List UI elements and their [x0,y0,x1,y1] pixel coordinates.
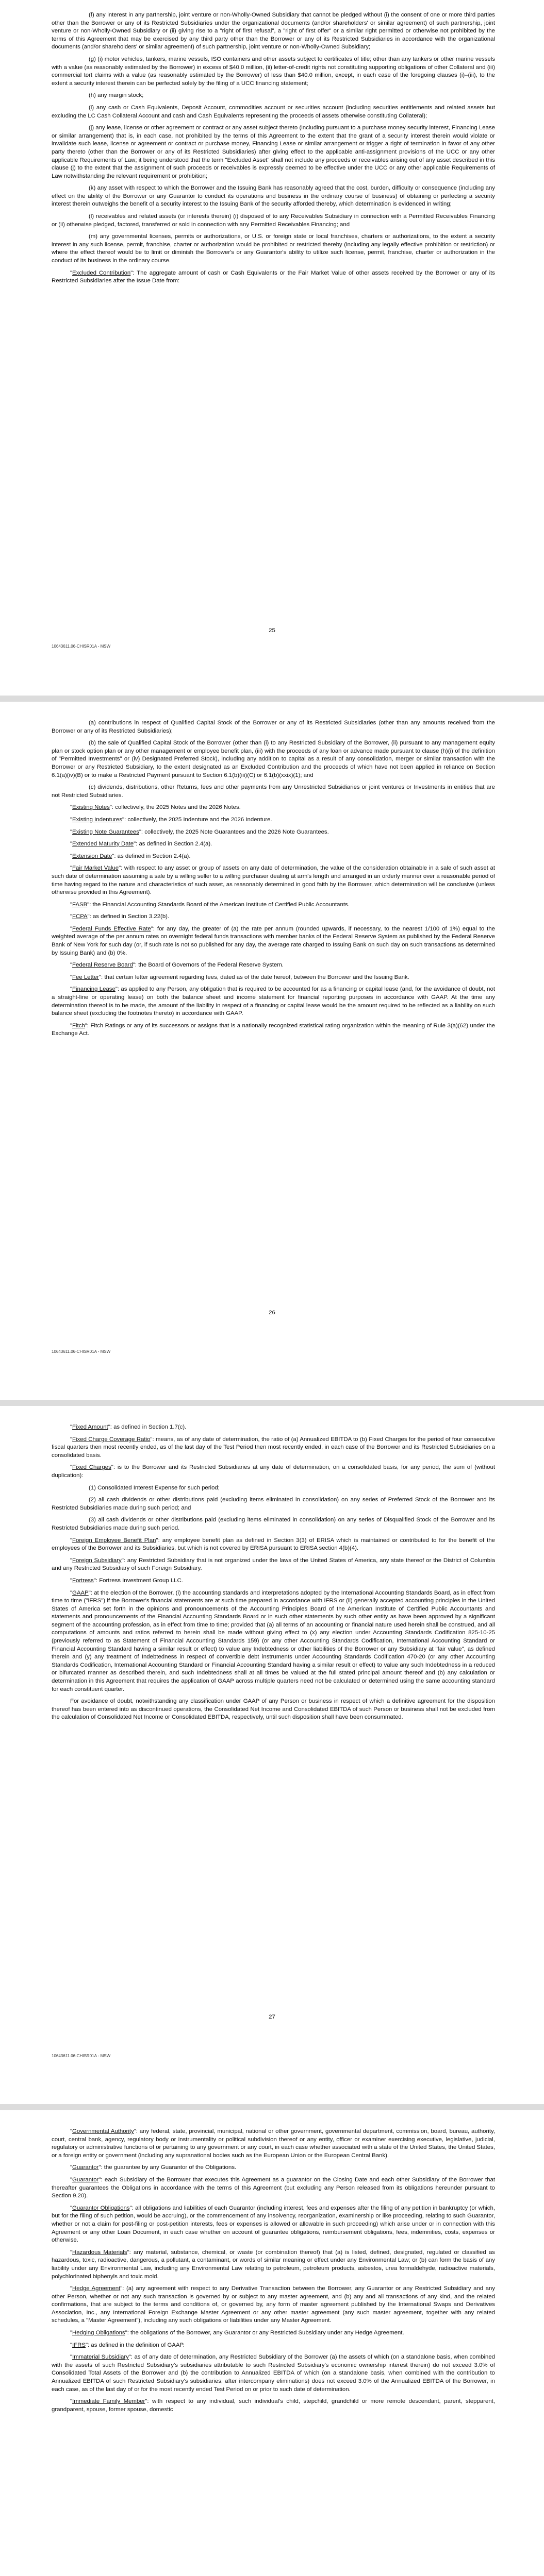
definition-immaterial-subsidiary: "Immaterial Subsidiary": as of any date of determination, any Restricted Subsidiary of the Borrower (a) the assets of which (on a standalone basis, when combined with the assets of such Restricted Subsidiary's subsidiaries attributable to such Restricted Subsidiary's economic ownership interest therein) do not exceed 3.0% of Consolidated Total Assets of the Borrower and (b) the contribution to Annualized EBITDA of which (on a standalone basis, when combined with the contribution to Annualized EBITDA of such Restricted Subsidiary's subsidiaries, after intercompany eliminations) does not exceed 3.0% of the Annualized EBITDA of the Borrower, in each case, as of the last day of or for the most recently ended Test Period on or prior to such date of determination. [52,2354,495,2393]
page-separator [0,2104,544,2110]
clause-l: (l) receivables and related assets (or interests therein) (i) disposed of to any Receivables Subsidiary in connection with a Permitted Receivables Financing or (ii) otherwise pledged, factored, transferred or sold in connection with any Permitted Receivables Financing; and [52,213,495,228]
page-number: 26 [269,1310,275,1316]
definition-fixed-charges: "Fixed Charges": is to the Borrower and its Restricted Subsidiaries at any date of determination, on a consolidated basis, for any period, the sum of (without duplication): [52,1464,496,1479]
definition-fitch: "Fitch": Fitch Ratings or any of its successors or assigns that is a nationally recognized statistical rating organization within the meaning of Rule 3(a)(62) under the Exchange Act. [52,1022,495,1037]
definition-foreign-employee-benefit-plan: "Foreign Employee Benefit Plan": any employee benefit plan as defined in Section 3(3) of ERISA which is maintained or contributed to for the benefit of the employees of the Borrower and its Subsidiaries, but which is not covered by ERISA pursuant to ERISA section 4(b)(4). [52,1537,495,1552]
definition-foreign-subsidiary: "Foreign Subsidiary": any Restricted Subsidiary that is not organized under the laws of the United States of America, any state thereof or the District of Columbia and any Restricted Subsidiary of such Foreign Subsidiary. [52,1557,496,1572]
definition-hedging-obligations: "Hedging Obligations": the obligations of the Borrower, any Guarantor or any Restricted Subsidiary under any Hedge Agreement. [70,2330,404,2336]
page-27-body [52,1423,495,1726]
definition-existing-indentures: "Existing Indentures": collectively, the 2025 Indenture and the 2026 Indenture. [70,816,272,823]
fixed-charges-item-2: (2) all cash dividends or other distributions paid (excluding items eliminated in consolidation) on any series of Preferred Stock of the Borrower and its Restricted Subsidiaries made during such period; and [52,1497,495,1511]
definition-gaap: "GAAP": at the election of the Borrower, (i) the accounting standards and interpretations adopted by the International Accounting Standards Board, as in effect from time to time ("IFRS") if the Borrower's financial statements are at such time prepared in accordance with IFRS or (ii) generally accepted accounting principles in the United States of America set forth in the opinions and pronouncements of the Accounting Principles Board of the American Institute of Certified Public Accountants and statements and pronouncements of the Financial Accounting Standards Board or in such other statements by such other entity as have been approved by a significant segment of the accounting profession, as in effect from time to time; provided that (a) all terms of an accounting or financial nature used herein shall be construed, and all computations of amounts and ratios referred to herein shall be made without giving effect to (x) any election under Accounting Standards Codification 825-10-25 (previously referred to as Statement of Financial Accounting Standards 159) (or any other Accounting Standards Codification, International Accounting Standard or Financial Accounting Standard having a similar result or effect) to value any Indebtedness or other liabilities of the Borrower or any Subsidiary at "fair value", as defined therein and (y) any treatment of Indebtedness in respect of convertible debt instruments under Accounting Standards Codification 470-20 (or any other Accounting Standards Codification, International Accounting Standard or Financial Accounting Standard having a similar result or effect) to value any such Indebtedness in a reduced or bifurcated manner as described therein, and such Indebtedness shall at all times be valued at the full stated principal amount thereof and (b) any calculation or determination in this Agreement that requires the application of GAAP across multiple quarters need not be calculated or determined using the same accounting standard for each constituent quarter. [52,1589,495,1692]
definition-hedge-agreement: "Hedge Agreement": (a) any agreement with respect to any Derivative Transaction between the Borrower, any Guarantor or any Restricted Subsidiary and any other Person, whether or not any such transaction is governed by or subject to any master agreement, and (b) any and all transactions of any kind, and the related confirmations, that are subject to the terms and conditions of, or governed by, any form of master agreement published by the International Swaps and Derivatives Association, Inc., any International Foreign Exchange Master Agreement or any other master agreement (any such master agreement, together with any related schedules, a "Master Agreement"), including any such obligations or liabilities under any Master Agreement. [52,2285,495,2324]
definition-guarantor-obligations: "Guarantor Obligations": all obligations and liabilities of each Guarantor (including interest, fees and expenses after the filing of any petition in bankruptcy (or which, but for the filing of such petition, would be accruing), or the commencement of any insolvency, reorganization, examinership or like proceeding, relating to such Guarantor, whether or not a claim for post-filing or post-petition interests, fees or expenses is allowed or allowable in such proceeding) which arise under or in connection with this Agreement or any other Loan Document, in each case whether on account of guarantee obligations, reimbursement obligations, fees, indemnities, costs, expenses or otherwise. [52,2205,496,2244]
definition-excluded-contribution: "Excluded Contribution": The aggregate amount of cash or Cash Equivalents or the Fair Market Value of other assets received by the Borrower or any of its Restricted Subsidiaries after the Issue Date from: [52,269,495,284]
clause-a: (a) contributions in respect of Qualified Capital Stock of the Borrower or any of its Restricted Subsidiaries (other than any amounts received from the Borrower or any of its Restricted Subsidiaries); [52,720,495,734]
definition-federal-funds-effective-rate: "Federal Funds Effective Rate": for any day, the greater of (a) the rate per annum (rounded upwards, if necessary, to the nearest 1/100 of 1%) equal to the weighted average of the per annum rates on overnight federal funds transactions with member banks of the Federal Reserve System as published by the Federal Reserve Bank of New York for such day (or, if such rate is not so published for any day, the average rate charged to Issuing Bank on such day on such transactions as determined by Issuing Bank) and (b) 0%. [52,925,496,956]
definition-term: Excluded Contribution [72,269,131,276]
doc-id-footer: 10643611.06-CHISR01A - MSW [52,644,111,649]
doc-id-footer: 10643611.06-CHISR01A - MSW [52,2054,111,2058]
clause-m: (m) any governmental licenses, permits or authorizations, or U.S. or foreign state or local franchises, charters or authorizations, to the extent a security interest in any such license, permit, franchise, charter or authorization would be prohibited or restricted thereby (including any legally effective prohibition or restriction) or where the effect thereof would be to limit or diminish the Borrower's or any Guarantor's ability to utilize such license, permit, franchise, charter or authorization in the conduct of its business in the ordinary course. [52,233,495,264]
page-26-body [52,719,495,1042]
page-number: 25 [269,628,275,634]
definition-guarantor: "Guarantor": each Subsidiary of the Borrower that executes this Agreement as a guarantor on the Closing Date and each other Subsidiary of the Borrower that thereafter guarantees the Obligations in accordance with the terms of this Agreement (but excluding any Person released from its obligations hereunder pursuant to Section 9.20). [52,2176,495,2199]
definition-federal-reserve-board: "Federal Reserve Board": the Board of Governors of the Federal Reserve System. [70,962,284,969]
definition-immediate-family-member: "Immediate Family Member": with respect to any individual, such individual's child, stepchild, grandchild or more remote descendant, parent, stepparent, grandparent, spouse, former spouse, domestic [52,2398,495,2413]
page-number: 27 [269,2014,275,2020]
page-28 [0,2110,544,2576]
page-25 [0,0,544,696]
definition-text: : The aggregate amount of cash or Cash Equivalents or the Fair Market Value of other assets received by the Borrower or any of its Restricted Subsidiaries after the Issue Date from: [52,269,495,284]
definition-fee-letter: "Fee Letter": that certain letter agreement regarding fees, dated as of the date hereof, between the Borrower and the Issuing Bank. [70,974,409,980]
fixed-charges-item-3: (3) all cash dividends or other distributions paid (excluding items eliminated in consolidation) on any series of Disqualified Stock of the Borrower and its Restricted Subsidiaries made during such period. [52,1517,495,1531]
page-25-body [52,11,495,290]
definition-existing-note-guarantees: "Existing Note Guarantees": collectively, the 2025 Note Guarantees and the 2026 Note Guarantees. [70,828,329,835]
definition-ifrs: "IFRS": as defined in the definition of GAAP. [70,2342,185,2348]
page-28-body [52,2128,495,2418]
definition-fasb: "FASB": the Financial Accounting Standards Board of the American Institute of Certified Public Accountants. [70,901,350,908]
page-separator [0,1400,544,1406]
clause-i: (i) any cash or Cash Equivalents, Deposit Account, commodities account or securities account (including securities entitlements and related assets but excluding the LC Cash Collateral Account and cash and Cash Equivalents representing the proceeds of assets otherwise constituting Collateral); [52,104,495,119]
definition-extension-date: "Extension Date": as defined in Section 2.4(a). [70,853,191,859]
definition-fortress: "Fortress": Fortress Investment Group LLC. [70,1577,183,1584]
page-26 [0,702,544,1400]
clause-b: (b) the sale of Qualified Capital Stock of the Borrower (other than (i) to any Restricted Subsidiary of the Borrower, (ii) pursuant to any management equity plan or stock option plan or any other management or employee benefit plan, (iii) with the proceeds of any loan or advance made pursuant to clause (h)(i) of the definition of "Permitted Investments" or (iv) Designated Preferred Stock), including any addition to capital as a result of any consolidation, merger or similar transaction with the Borrower or any Restricted Subsidiary, to the extent designated as an Excluded Contribution and the proceeds of which have not been applied in reliance on Section 6.1(a)(iv)(B) or to make a Restricted Payment pursuant to Section 6.1(b)(iii)(C) or 6.1(b)(xxix)(1); and [52,740,495,778]
definition-existing-notes: "Existing Notes": collectively, the 2025 Notes and the 2026 Notes. [70,804,241,811]
clause-f: (f) any interest in any partnership, joint venture or non-Wholly-Owned Subsidiary that cannot be pledged without (i) the consent of one or more third parties other than the Borrower or any of its Restricted Subsidiaries under the organizational documents (and/or shareholders' or similar agreement) of such partnership, joint venture or non-Wholly-Owned Subsidiary or (ii) giving rise to a "right of first refusal", a "right of first offer" or a similar right permitted or otherwise not prohibited by the terms of this Agreement that may be exercised by any third party other than the Borrower or any of its Restricted Subsidiaries in accordance with the organizational documents (and/or shareholders' or similar agreement) of such partnership, joint venture or non-Wholly-Owned Subsidiary; [52,12,495,50]
definition-fixed-charge-coverage-ratio: "Fixed Charge Coverage Ratio": means, as of any date of determination, the ratio of (a) Annualized EBITDA to (b) Fixed Charges for the period of four consecutive fiscal quarters then most recently ended, as of the last day of the Test Period then most recently ended, in each case of the Borrower and its Restricted Subsidiaries on a consolidated basis. [52,1436,495,1459]
clause-h: (h) any margin stock; [89,92,144,99]
clause-j: (j) any lease, license or other agreement or contract or any asset subject thereto (including pursuant to a purchase money security interest, Financing Lease or similar arrangement) that is, in each case, not prohibited by the terms of this Agreement to the extent that the grant of a security interest therein would violate or invalidate such lease, license or agreement or contract or purchase money, Financing Lease or similar arrangement or trigger a right of termination in favor of any other party thereto (other than the Borrower or any of its Restricted Subsidiaries) after giving effect to the applicable anti-assignment provisions of the UCC or any other applicable Requirements of Law; it being understood that the term "Excluded Asset" shall not include any proceeds or receivables arising out of any asset described in this clause (j) to the extent that the assignment of such proceeds or receivables is expressly deemed to be effective under the UCC or any other applicable Requirements of Law notwithstanding the relevant requirement or prohibition; [52,125,495,179]
clause-g: (g) (i) motor vehicles, tankers, marine vessels, ISO containers and other assets subject to certificates of title; other than any tankers or other marine vessels with a value (as reasonably estimated by the Borrower) in excess of $40.0 million, (ii) letter-of-credit rights not constituting supporting obligations of other Collateral and (iii) commercial tort claims with a value (as reasonably estimated by the Borrower) of less than $40.0 million, except, in each case of the foregoing clauses (i)–(iii), to the extent a security interest therein can be perfected solely by the filing of a UCC financing statement; [52,56,495,87]
definition-financing-lease: "Financing Lease": as applied to any Person, any obligation that is required to be accounted for as a financing or capital lease (and, for the avoidance of doubt, not a straight-line or operating lease) on both the balance sheet and income statement for financial reporting purposes in accordance with GAAP. At the time any determination thereof is to be made, the amount of the liability in respect of a financing or capital lease would be the amount required to be reflected as a liability on such balance sheet (excluding the footnotes thereto) in accordance with GAAP. [52,986,495,1017]
page-27 [0,1406,544,2104]
definition-hazardous-materials: "Hazardous Materials": any material, substance, chemical, or waste (or combination thereof) that (a) is listed, defined, designated, regulated or classified as hazardous, toxic, radioactive, dangerous, a pollutant, a contaminant, or words of similar meaning or effect under any Environmental Law; or (b) can form the basis of any liability under any Environmental Law, including any Environmental Law relating to petroleum, petroleum products, asbestos, urea formaldehyde, radioactive materials, polychlorinated biphenyls and toxic mold. [52,2249,495,2280]
definition-fair-market-value: "Fair Market Value": with respect to any asset or group of assets on any date of determination, the value of the consideration obtainable in a sale of such asset at such date of determination assuming a sale by a willing seller to a willing purchaser dealing at arm's length and arranged in an orderly manner over a reasonable period of time having regard to the nature and characteristics of such asset, as reasonably determined in good faith by the Borrower, which determination will be conclusive (unless otherwise provided in this Agreement). [52,865,496,896]
definition-governmental-authority: "Governmental Authority": any federal, state, provincial, municipal, national or other government, governmental department, commission, board, bureau, authority, court, central bank, agency, regulatory body or instrumentality or political subdivision thereof or any entity, officer or examiner exercising executive, legislative, judicial, regulatory or administrative functions of or pertaining to any government or any court, in each case whether associated with a state of the United States, the United States, or a foreign entity or government (including any supranational bodies such as the European Union or the European Central Bank). [52,2128,495,2159]
clause-c: (c) dividends, distributions, other Returns, fees and other payments from any Unrestricted Subsidiaries or joint ventures or Investments in entities that are not Restricted Subsidiaries. [52,784,495,799]
definition-extended-maturity-date: "Extended Maturity Date": as defined in Section 2.4(a). [70,841,212,848]
definition-guarantee: "Guarantor": the guarantee by any Guarantor of the Obligations. [70,2164,237,2171]
definition-fixed-amount: "Fixed Amount": as defined in Section 1.7(c). [70,1424,187,1430]
clause-k: (k) any asset with respect to which the Borrower and the Issuing Bank has reasonably agreed that the cost, burden, difficulty or consequence (including any effect on the ability of the Borrower or any Guarantor to conduct its operations and business in the ordinary course of business) of obtaining or perfecting a security interest therein outweighs the benefit of a security interest to the Issuing Bank of the security afforded thereby, which determination is evidenced in writing; [52,185,495,208]
doc-id-footer: 10643611.06-CHISR01A - MSW [52,1349,111,1354]
gaap-closing-paragraph: For avoidance of doubt, notwithstanding any classification under GAAP of any Person or business in respect of which a definitive agreement for the disposition thereof has been entered into as discontinued operations, the Consolidated Net Income and Consolidated EBITDA of such Person or business shall not be excluded from the calculation of Consolidated Net Income or Consolidated EBITDA, respectively, until such disposition shall have been consummated. [52,1698,495,1721]
fixed-charges-item-1: (1) Consolidated Interest Expense for such period; [89,1484,220,1491]
definition-fcpa: "FCPA": as defined in Section 3.22(b). [70,913,170,920]
page-separator [0,696,544,702]
